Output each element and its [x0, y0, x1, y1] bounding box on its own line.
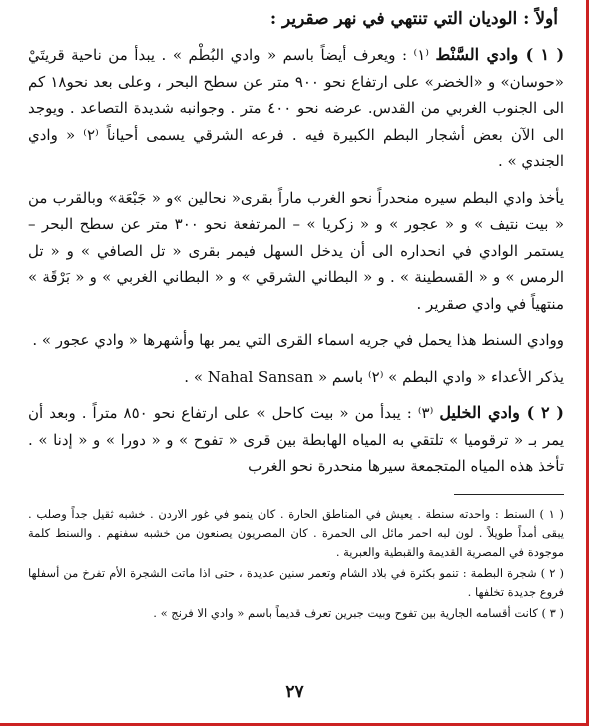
section-heading: أولاً : الوديان التي تنتهي في نهر صقرير : [269, 9, 558, 29]
paragraph-wadi-sant-names: ووادي السنط هذا يحمل في جريه اسماء القرى التي يمر بها وأشهرها « وادي عجور » . [32, 331, 564, 349]
footnotes [28, 505, 564, 623]
wadi-sant-label: ( ١ ) وادي السَّنْط [435, 45, 565, 64]
footnote-1: ( ١ ) السنط : واحدته سنطة . يعيش في المناطق الحارة . كان ينمو في غور الاردن . خشبه ثقيل جداً وصلب . يبقى أمداً طويلاً . لون لبه احمر مائل الى الحمرة . كان المصريون يصنعون من خشبه سفنهم . والسنط كلمة موجودة في المصرية القديمة والقبطية والعبرية . [28, 506, 564, 559]
paragraph-nahal-sansan: يذكر الأعداء « وادي البطم » ⁽٢⁾ باسم « Nahal Sansan » . [184, 367, 564, 386]
footnote-2: ( ٢ ) شجرة البطمة : تنمو بكثرة في بلاد الشام وتعمر سنين عديدة ، حتى اذا ماتت الشجرة الأم تفرخ من أسفلها فروع جديدة تخلفها . [28, 565, 565, 599]
book-page [28, 6, 564, 625]
page-number: ٢٧ [285, 682, 304, 702]
wadi-khalil-body: ⁽٣⁾ : يبدأ من « بيت كاحل » على ارتفاع نحو ٨٥٠ متراً . وبعد أن يمر بـ « ترقوميا » تلتقي به المياه الهابطة بين قرى « تفوح » و « دورا » و « إدنا » . تأخذ هذه المياه المتجمعة سيرها منحدرة نحو الغرب [28, 404, 564, 475]
footnote-3: ( ٣ ) كانت أقسامه الجارية بين تفوح وبيت جبرين تعرف قديماً باسم « وادي الا فرنج » . [153, 605, 564, 620]
paragraph-wadi-sant [28, 42, 564, 175]
wadi-sant-body: ⁽١⁾ : ويعرف أيضاً باسم « وادي البُطْم » . يبدأ من ناحية قريتَيْ «حوسان» و «الخضر» على ارتفاع نحو ٩٠٠ متر عن سطح البحر ، وعلى بعد نحو١٨ كم الى الجنوب الغربي من القدس. عرضه نحو ٤٠٠ متر . وجوانبه شديدة التصاعد . ويوجد الى الآن بعض أشجار البطم الكبيرة فيه . فرعه الشرقي يسمى أحياناً ⁽٢⁾ « وادي الجندي » . [28, 46, 565, 170]
wadi-khalil-label: ( ٢ ) وادي الخليل [439, 403, 565, 422]
paragraph-wadi-butm-course: يأخذ وادي البطم سيره منحدراً نحو الغرب ماراً بقرى« نحالين »و « جَبْعَة» وبالقرب من « بيت نتيف » و « عجور » و « زكريا » – المرتفعة نحو ٣٠٠ متر عن سطح البحر – يستمر الوادي في انحداره الى أن يدخل السهل فيمر بقرى « تل الصافي » و « تل الرمس » و « القسطينة » . و « البطاني الشرقي » و « البطاني الغربي » و « بَرْقَة » منتهياً في وادي صقرير . [28, 188, 564, 313]
paragraph-wadi-khalil [28, 400, 564, 480]
footnote-separator [454, 494, 564, 495]
